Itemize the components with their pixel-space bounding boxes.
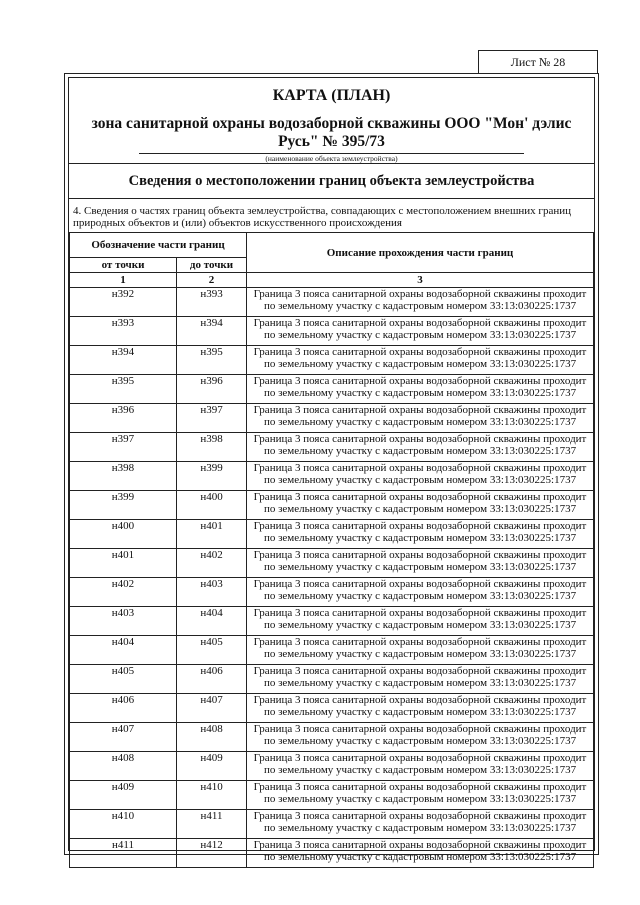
- table-row: [70, 665, 594, 694]
- description-line-1: Граница 3 пояса санитарной охраны водозаборной скважины проходит: [253, 404, 587, 416]
- description-line-2: по земельному участку с кадастровым номером 33:13:030225:1737: [263, 793, 577, 805]
- table-row: [70, 607, 594, 636]
- from-point: н398: [70, 462, 177, 491]
- column-number-1: 1: [70, 273, 177, 288]
- boundary-description: [247, 607, 594, 636]
- description-line-1: Граница 3 пояса санитарной охраны водозаборной скважины проходит: [253, 839, 587, 851]
- to-point: н407: [177, 694, 247, 723]
- header-from-point: от точки: [70, 258, 177, 273]
- description-line-1: Граница 3 пояса санитарной охраны водозаборной скважины проходит: [253, 810, 587, 822]
- from-point: н393: [70, 317, 177, 346]
- section-intro: 4. Сведения о частях границ объекта землеустройства, совпадающих с местоположением внешних границ природных объектов и (или) объектов искусственного происхождения: [73, 205, 571, 229]
- from-point: н405: [70, 665, 177, 694]
- to-point: н410: [177, 781, 247, 810]
- description-line-1: Граница 3 пояса санитарной охраны водозаборной скважины проходит: [253, 433, 587, 445]
- description-line-1: Граница 3 пояса санитарной охраны водозаборной скважины проходит: [253, 665, 587, 677]
- column-number-2: 2: [177, 273, 247, 288]
- description-line-1: Граница 3 пояса санитарной охраны водозаборной скважины проходит: [253, 752, 587, 764]
- description-line-2: по земельному участку с кадастровым номером 33:13:030225:1737: [263, 677, 577, 689]
- description-line-2: по земельному участку с кадастровым номером 33:13:030225:1737: [263, 735, 577, 747]
- from-point: н402: [70, 578, 177, 607]
- boundary-description: [247, 578, 594, 607]
- boundary-description: [247, 810, 594, 839]
- table-row: [70, 578, 594, 607]
- description-line-2: по земельному участку с кадастровым номером 33:13:030225:1737: [263, 532, 577, 544]
- description-line-2: по земельному участку с кадастровым номером 33:13:030225:1737: [263, 358, 577, 370]
- table-row: [70, 549, 594, 578]
- column-number-3: 3: [247, 273, 594, 288]
- boundary-description: [247, 723, 594, 752]
- to-point: н405: [177, 636, 247, 665]
- object-name-caption: (наименование объекта землеустройства): [139, 153, 524, 163]
- boundary-description: [247, 404, 594, 433]
- section-title: Сведения о местоположении границ объекта землеустройства: [128, 173, 535, 189]
- to-point: н396: [177, 375, 247, 404]
- boundary-description: [247, 694, 594, 723]
- description-line-1: Граница 3 пояса санитарной охраны водозаборной скважины проходит: [253, 317, 587, 329]
- to-point: н412: [177, 839, 247, 868]
- description-line-1: Граница 3 пояса санитарной охраны водозаборной скважины проходит: [253, 462, 587, 474]
- table-row: [70, 346, 594, 375]
- description-line-2: по земельному участку с кадастровым номером 33:13:030225:1737: [263, 387, 577, 399]
- from-point: н401: [70, 549, 177, 578]
- description-line-2: по земельному участку с кадастровым номером 33:13:030225:1737: [263, 764, 577, 776]
- boundary-description: [247, 433, 594, 462]
- description-line-2: по земельному участку с кадастровым номером 33:13:030225:1737: [263, 822, 577, 834]
- table-row: [70, 375, 594, 404]
- boundary-description: [247, 491, 594, 520]
- description-line-2: по земельному участку с кадастровым номером 33:13:030225:1737: [263, 474, 577, 486]
- to-point: н394: [177, 317, 247, 346]
- description-line-1: Граница 3 пояса санитарной охраны водозаборной скважины проходит: [253, 723, 587, 735]
- boundary-description: [247, 375, 594, 404]
- to-point: н403: [177, 578, 247, 607]
- table-row: [70, 462, 594, 491]
- description-line-1: Граница 3 пояса санитарной охраны водозаборной скважины проходит: [253, 578, 587, 590]
- from-point: н395: [70, 375, 177, 404]
- from-point: н406: [70, 694, 177, 723]
- table-row: [70, 781, 594, 810]
- description-line-1: Граница 3 пояса санитарной охраны водозаборной скважины проходит: [253, 491, 587, 503]
- boundary-description: [247, 781, 594, 810]
- to-point: н409: [177, 752, 247, 781]
- to-point: н404: [177, 607, 247, 636]
- boundary-description: [247, 752, 594, 781]
- description-line-1: Граница 3 пояса санитарной охраны водозаборной скважины проходит: [253, 636, 587, 648]
- from-point: н409: [70, 781, 177, 810]
- from-point: н397: [70, 433, 177, 462]
- table-row: [70, 433, 594, 462]
- description-line-2: по земельному участку с кадастровым номером 33:13:030225:1737: [263, 300, 577, 312]
- boundary-parts-table: [69, 232, 594, 868]
- table-row: [70, 520, 594, 549]
- to-point: н400: [177, 491, 247, 520]
- boundary-description: [247, 636, 594, 665]
- to-point: н398: [177, 433, 247, 462]
- boundary-description: [247, 520, 594, 549]
- description-line-2: по земельному участку с кадастровым номером 33:13:030225:1737: [263, 619, 577, 631]
- header-description: Описание прохождения части границ: [247, 233, 594, 273]
- from-point: н410: [70, 810, 177, 839]
- boundary-description: [247, 839, 594, 868]
- from-point: н408: [70, 752, 177, 781]
- from-point: н407: [70, 723, 177, 752]
- to-point: н401: [177, 520, 247, 549]
- table-row: [70, 288, 594, 317]
- from-point: н403: [70, 607, 177, 636]
- description-line-2: по земельному участку с кадастровым номером 33:13:030225:1737: [263, 590, 577, 602]
- header-designation: Обозначение части границ: [70, 233, 247, 258]
- description-line-2: по земельному участку с кадастровым номером 33:13:030225:1737: [263, 851, 577, 863]
- boundary-description: [247, 317, 594, 346]
- from-point: н394: [70, 346, 177, 375]
- boundary-description: [247, 665, 594, 694]
- description-line-1: Граница 3 пояса санитарной охраны водозаборной скважины проходит: [253, 694, 587, 706]
- description-line-2: по земельному участку с кадастровым номером 33:13:030225:1737: [263, 416, 577, 428]
- boundary-description: [247, 549, 594, 578]
- description-line-1: Граница 3 пояса санитарной охраны водозаборной скважины проходит: [253, 607, 587, 619]
- from-point: н396: [70, 404, 177, 433]
- to-point: н411: [177, 810, 247, 839]
- table-row: [70, 810, 594, 839]
- table-row: [70, 723, 594, 752]
- description-line-1: Граница 3 пояса санитарной охраны водозаборной скважины проходит: [253, 346, 587, 358]
- from-point: н411: [70, 839, 177, 868]
- from-point: н400: [70, 520, 177, 549]
- table-row: [70, 839, 594, 868]
- to-point: н399: [177, 462, 247, 491]
- description-line-2: по земельному участку с кадастровым номером 33:13:030225:1737: [263, 445, 577, 457]
- document-inner-frame: [68, 77, 595, 863]
- table-row: [70, 636, 594, 665]
- boundary-description: [247, 462, 594, 491]
- from-point: н399: [70, 491, 177, 520]
- boundary-description: [247, 288, 594, 317]
- description-line-1: Граница 3 пояса санитарной охраны водозаборной скважины проходит: [253, 520, 587, 532]
- to-point: н393: [177, 288, 247, 317]
- description-line-2: по земельному участку с кадастровым номером 33:13:030225:1737: [263, 648, 577, 660]
- description-line-1: Граница 3 пояса санитарной охраны водозаборной скважины проходит: [253, 549, 587, 561]
- to-point: н395: [177, 346, 247, 375]
- from-point: н392: [70, 288, 177, 317]
- document-title: КАРТА (ПЛАН): [272, 87, 391, 104]
- description-line-1: Граница 3 пояса санитарной охраны водозаборной скважины проходит: [253, 781, 587, 793]
- header-to-point: до точки: [177, 258, 247, 273]
- boundary-description: [247, 346, 594, 375]
- table-row: [70, 317, 594, 346]
- description-line-2: по земельному участку с кадастровым номером 33:13:030225:1737: [263, 329, 577, 341]
- from-point: н404: [70, 636, 177, 665]
- description-line-2: по земельному участку с кадастровым номером 33:13:030225:1737: [263, 706, 577, 718]
- to-point: н397: [177, 404, 247, 433]
- to-point: н406: [177, 665, 247, 694]
- description-line-2: по земельному участку с кадастровым номером 33:13:030225:1737: [263, 503, 577, 515]
- table-row: [70, 694, 594, 723]
- object-name: зона санитарной охраны водозаборной скважины ООО "Мон' дэлис Русь" № 395/73: [91, 115, 572, 150]
- description-line-2: по земельному участку с кадастровым номером 33:13:030225:1737: [263, 561, 577, 573]
- sheet-number: Лист № 28: [478, 50, 598, 74]
- document-frame: [64, 73, 599, 863]
- description-line-1: Граница 3 пояса санитарной охраны водозаборной скважины проходит: [253, 375, 587, 387]
- table-row: [70, 752, 594, 781]
- table-row: [70, 491, 594, 520]
- to-point: н408: [177, 723, 247, 752]
- table-row: [70, 404, 594, 433]
- to-point: н402: [177, 549, 247, 578]
- description-line-1: Граница 3 пояса санитарной охраны водозаборной скважины проходит: [253, 288, 587, 300]
